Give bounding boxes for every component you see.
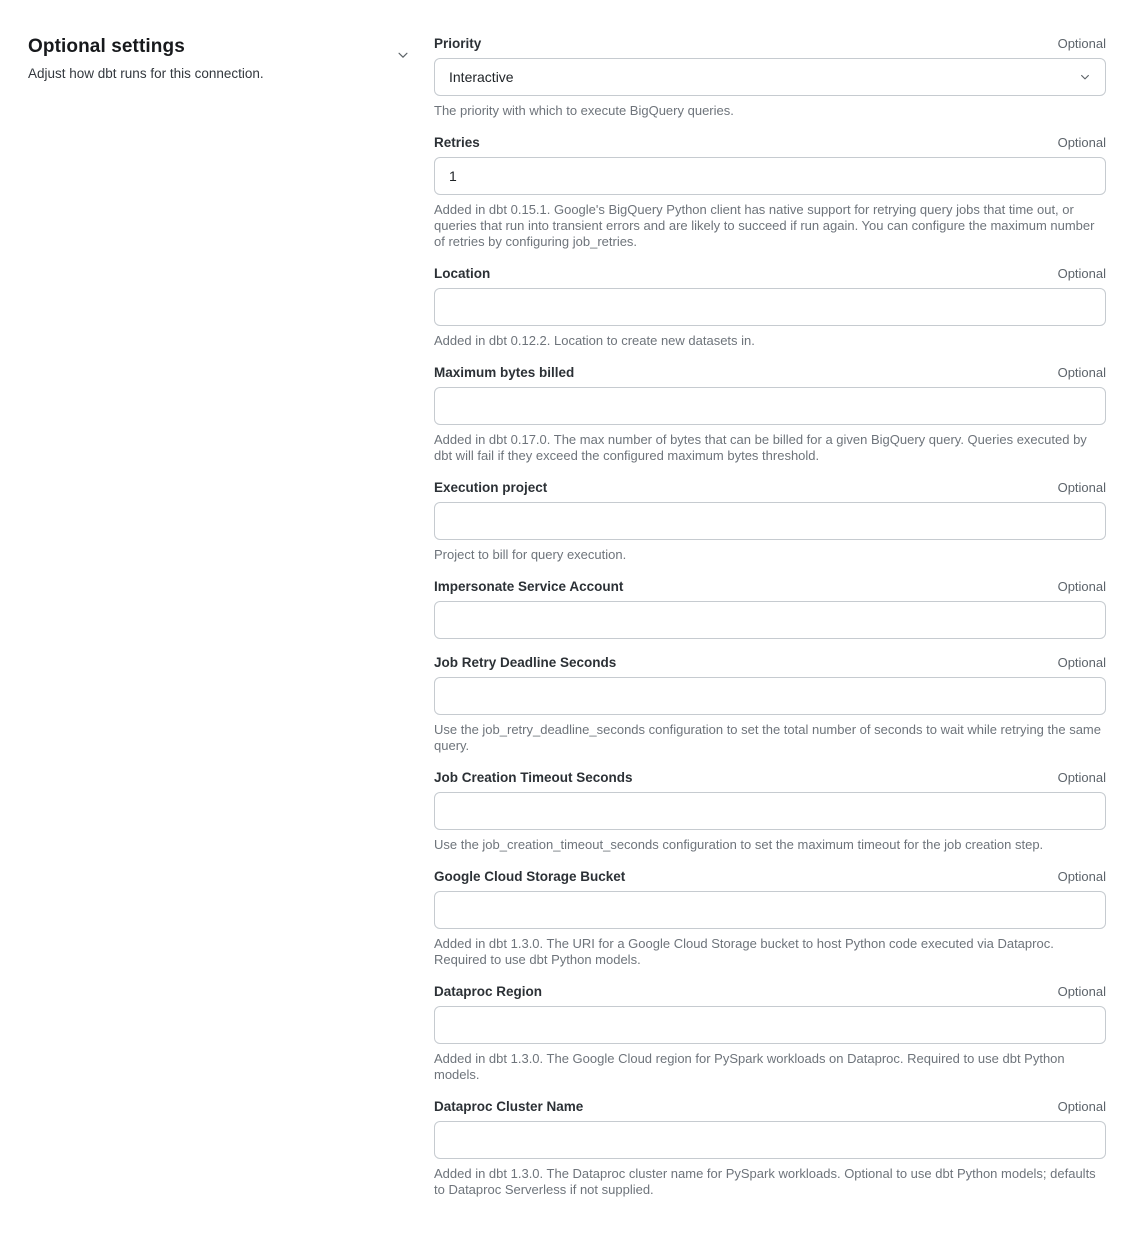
field-label: Dataproc Cluster Name — [434, 1099, 584, 1114]
field-label: Retries — [434, 135, 480, 150]
dataproc-cluster-name-field — [434, 1099, 1106, 1198]
field-label: Execution project — [434, 480, 548, 495]
priority-select[interactable] — [434, 58, 1106, 96]
section-header-text — [28, 36, 264, 82]
optional-badge: Optional — [1057, 36, 1106, 51]
field-label: Job Creation Timeout Seconds — [434, 770, 633, 785]
job-retry-deadline-seconds-input[interactable] — [434, 677, 1106, 715]
field-header — [434, 655, 1106, 670]
page-subtitle: Adjust how dbt runs for this connection. — [28, 66, 264, 81]
optional-badge: Optional — [1057, 984, 1106, 999]
dataproc-region-field — [434, 984, 1106, 1083]
job-retry-deadline-seconds-field — [434, 655, 1106, 754]
impersonate-service-account-field — [434, 579, 1106, 639]
field-header — [434, 135, 1106, 150]
field-help: Added in dbt 1.3.0. The URI for a Google Cloud Storage bucket to host Python code executed via Dataproc. Required to use dbt Python models. — [434, 936, 1054, 967]
field-header — [434, 869, 1106, 884]
field-header — [434, 266, 1106, 281]
optional-settings-form — [434, 36, 1106, 1214]
google-cloud-storage-bucket-input[interactable] — [434, 891, 1106, 929]
location-input[interactable] — [434, 288, 1106, 326]
dataproc-region-input[interactable] — [434, 1006, 1106, 1044]
page-title: Optional settings — [28, 36, 185, 57]
location-field — [434, 266, 1106, 349]
field-label: Dataproc Region — [434, 984, 543, 999]
field-help: The priority with which to execute BigQuery queries. — [434, 103, 734, 118]
retries-input[interactable] — [434, 157, 1106, 195]
field-label: Google Cloud Storage Bucket — [434, 869, 626, 884]
field-help: Use the job_retry_deadline_seconds configuration to set the total number of seconds to wait while retrying the same query. — [434, 722, 1101, 753]
field-header — [434, 480, 1106, 495]
field-header — [434, 365, 1106, 380]
priority-field — [434, 36, 1106, 119]
field-label: Priority — [434, 36, 482, 51]
maximum-bytes-billed-field — [434, 365, 1106, 464]
optional-badge: Optional — [1057, 655, 1106, 670]
optional-badge: Optional — [1057, 480, 1106, 495]
google-cloud-storage-bucket-field — [434, 869, 1106, 968]
field-label: Impersonate Service Account — [434, 579, 624, 594]
optional-badge: Optional — [1057, 770, 1106, 785]
section-header — [28, 36, 434, 82]
field-label: Maximum bytes billed — [434, 365, 575, 380]
field-help: Added in dbt 0.17.0. The max number of bytes that can be billed for a given BigQuery query. Queries executed by dbt will fail if they exceed the configured maximum bytes threshold. — [434, 432, 1087, 463]
retries-field — [434, 135, 1106, 250]
optional-badge: Optional — [1057, 266, 1106, 281]
priority-select-value: Interactive — [449, 69, 514, 85]
chevron-down-icon — [1079, 71, 1091, 83]
field-header — [434, 984, 1106, 999]
field-header — [434, 770, 1106, 785]
field-help: Project to bill for query execution. — [434, 547, 627, 562]
job-creation-timeout-seconds-input[interactable] — [434, 792, 1106, 830]
field-help: Added in dbt 0.12.2. Location to create new datasets in. — [434, 333, 755, 348]
chevron-down-icon — [396, 50, 410, 65]
execution-project-field — [434, 480, 1106, 563]
section-collapse-button[interactable] — [394, 46, 412, 64]
field-label: Location — [434, 266, 491, 281]
optional-badge: Optional — [1057, 869, 1106, 884]
job-creation-timeout-seconds-field — [434, 770, 1106, 853]
optional-badge: Optional — [1057, 135, 1106, 150]
field-help: Use the job_creation_timeout_seconds configuration to set the maximum timeout for the job creation step. — [434, 837, 1044, 852]
field-header — [434, 36, 1106, 51]
field-header — [434, 1099, 1106, 1114]
dataproc-cluster-name-input[interactable] — [434, 1121, 1106, 1159]
optional-badge: Optional — [1057, 579, 1106, 594]
field-header — [434, 579, 1106, 594]
optional-badge: Optional — [1057, 365, 1106, 380]
optional-badge: Optional — [1057, 1099, 1106, 1114]
field-label: Job Retry Deadline Seconds — [434, 655, 617, 670]
field-help: Added in dbt 0.15.1. Google's BigQuery Python client has native support for retrying query jobs that time out, or queries that run into transient errors and are likely to succeed if run again. You can configure the maximum number of retries by configuring job_retries. — [434, 202, 1095, 249]
execution-project-input[interactable] — [434, 502, 1106, 540]
maximum-bytes-billed-input[interactable] — [434, 387, 1106, 425]
field-help: Added in dbt 1.3.0. The Dataproc cluster name for PySpark workloads. Optional to use dbt Python models; defaults to Dataproc Serverless if not supplied. — [434, 1166, 1096, 1197]
field-help: Added in dbt 1.3.0. The Google Cloud region for PySpark workloads on Dataproc. Required to use dbt Python models. — [434, 1051, 1065, 1082]
impersonate-service-account-input[interactable] — [434, 601, 1106, 639]
